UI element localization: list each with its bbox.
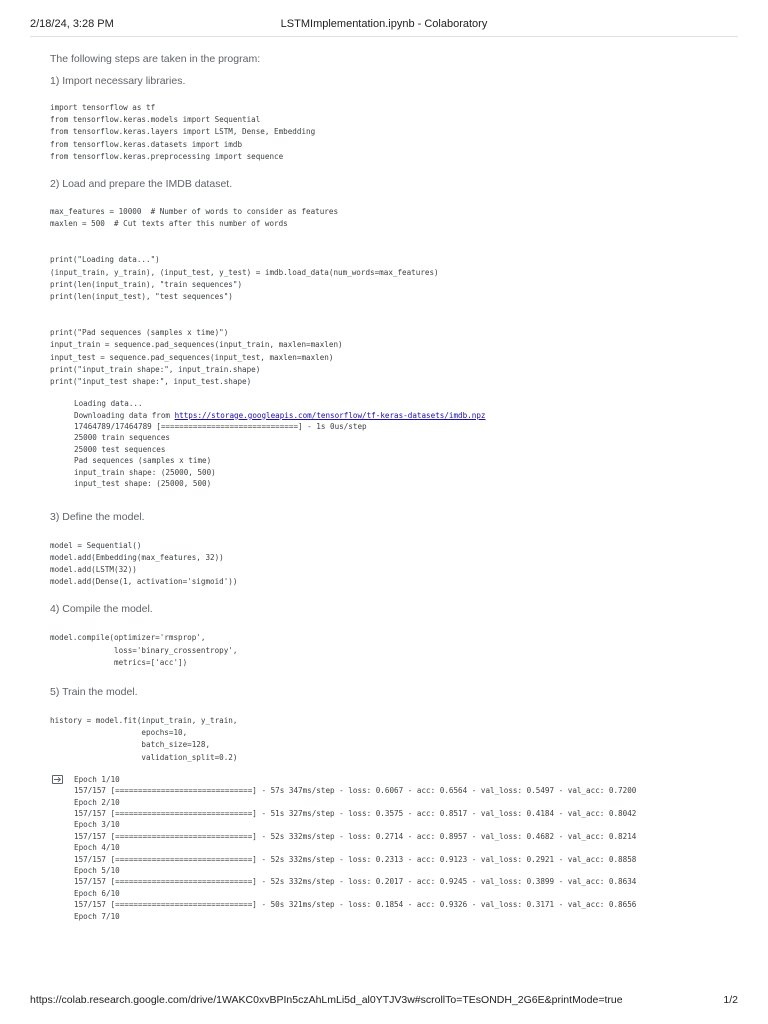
step5-heading: 5) Train the model. bbox=[50, 685, 138, 698]
code-line: history = model.fit(input_train, y_train, bbox=[50, 715, 238, 725]
step4-heading: 4) Compile the model. bbox=[50, 603, 153, 616]
output-line: Epoch 4/10 bbox=[74, 843, 120, 853]
code-line: input_test = sequence.pad_sequences(input_test, maxlen=maxlen) bbox=[50, 352, 334, 362]
compile-code-cell[interactable] bbox=[50, 632, 738, 669]
output-line: input_test shape: (25000, 500) bbox=[74, 479, 212, 489]
notebook-content bbox=[50, 52, 738, 922]
output-line: input_train shape: (25000, 500) bbox=[74, 467, 216, 477]
output-line: 157/157 [==============================] - 51s 327ms/step - loss: 0.3575 - acc: 0.8517 - val_loss: 0.4184 - val_acc: 0.8042 bbox=[74, 808, 637, 818]
output-line: Epoch 3/10 bbox=[74, 820, 120, 830]
header-divider bbox=[30, 36, 738, 37]
code-line: maxlen = 500 # Cut texts after this number of words bbox=[50, 219, 288, 229]
code-line: max_features = 10000 # Number of words to consider as features bbox=[50, 207, 339, 217]
fit-code-cell[interactable] bbox=[50, 715, 738, 764]
output-line: Epoch 5/10 bbox=[74, 865, 120, 875]
output-line: Loading data... bbox=[74, 399, 143, 409]
output-line bbox=[74, 410, 738, 421]
output-line: Pad sequences (samples x time) bbox=[74, 456, 212, 466]
training-output bbox=[74, 774, 738, 922]
code-line: loss='binary_crossentropy', bbox=[50, 645, 238, 655]
params-code-cell[interactable] bbox=[50, 206, 738, 230]
notebook-title: LSTMImplementation.ipynb - Colaboratory bbox=[280, 18, 488, 30]
code-line: model.compile(optimizer='rmsprop', bbox=[50, 633, 206, 643]
dataset-output bbox=[74, 398, 738, 489]
pad-code-cell[interactable] bbox=[50, 327, 738, 388]
code-line: input_train = sequence.pad_sequences(input_train, maxlen=maxlen) bbox=[50, 340, 343, 350]
code-line: print("Loading data...") bbox=[50, 255, 160, 265]
output-line: Epoch 2/10 bbox=[74, 797, 120, 807]
output-line: 17464789/17464789 [==============================] - 1s 0us/step bbox=[74, 422, 367, 432]
code-line: batch_size=128, bbox=[50, 740, 211, 750]
output-line: 25000 test sequences bbox=[74, 444, 166, 454]
code-line: import tensorflow as tf bbox=[50, 103, 156, 112]
output-line: 157/157 [==============================] - 52s 332ms/step - loss: 0.2714 - acc: 0.8957 - val_loss: 0.4682 - val_acc: 0.8214 bbox=[74, 831, 637, 841]
code-line: from tensorflow.keras.layers import LSTM, Dense, Embedding bbox=[50, 127, 316, 137]
code-line: model.add(LSTM(32)) bbox=[50, 564, 137, 574]
model-code-cell[interactable] bbox=[50, 540, 738, 589]
output-toggle-icon[interactable] bbox=[52, 775, 63, 784]
code-line: from tensorflow.keras.preprocessing import sequence bbox=[50, 151, 284, 161]
output-line: Epoch 1/10 bbox=[74, 774, 120, 784]
output-text: Downloading data from bbox=[74, 410, 175, 420]
step2-heading: 2) Load and prepare the IMDB dataset. bbox=[50, 178, 233, 191]
code-line: print(len(input_train), "train sequences") bbox=[50, 279, 243, 289]
code-line: print("input_test shape:", input_test.shape) bbox=[50, 377, 252, 387]
dataset-download-link[interactable]: https://storage.googleapis.com/tensorflow/tf-keras-datasets/imdb.npz bbox=[174, 410, 486, 420]
import-code-cell[interactable] bbox=[50, 102, 738, 163]
intro-text: The following steps are taken in the program: bbox=[50, 53, 261, 65]
output-line: 157/157 [==============================] - 50s 321ms/step - loss: 0.1854 - acc: 0.9326 - val_loss: 0.3171 - val_acc: 0.8656 bbox=[74, 900, 637, 910]
code-line: validation_split=0.2) bbox=[50, 752, 238, 762]
print-header bbox=[30, 18, 738, 32]
code-line: print("input_train shape:", input_train.shape) bbox=[50, 364, 261, 374]
output-line: 157/157 [==============================] - 52s 332ms/step - loss: 0.2313 - acc: 0.9123 - val_loss: 0.2921 - val_acc: 0.8858 bbox=[74, 854, 637, 864]
code-line: epochs=10, bbox=[50, 728, 188, 738]
output-line: 25000 train sequences bbox=[74, 433, 171, 443]
code-line: metrics=['acc']) bbox=[50, 657, 188, 667]
page-number: 1/2 bbox=[723, 994, 738, 1006]
page-url: https://colab.research.google.com/drive/1WAKC0xvBPIn5czAhLmLi5d_al0YTJV3w#scrollTo=TEsONDH_2G6E&printMode=true bbox=[30, 994, 623, 1006]
code-line: model.add(Dense(1, activation='sigmoid')) bbox=[50, 577, 238, 587]
code-line: model.add(Embedding(max_features, 32)) bbox=[50, 552, 224, 562]
output-line: Epoch 6/10 bbox=[74, 888, 120, 898]
code-line: from tensorflow.keras.models import Sequential bbox=[50, 115, 261, 125]
step1-heading: 1) Import necessary libraries. bbox=[50, 75, 186, 87]
code-line: print(len(input_test), "test sequences") bbox=[50, 292, 233, 302]
output-line: Epoch 7/10 bbox=[74, 911, 120, 921]
output-line: 157/157 [==============================] - 57s 347ms/step - loss: 0.6067 - acc: 0.6564 - val_loss: 0.5497 - val_acc: 0.7200 bbox=[74, 786, 637, 796]
output-line: 157/157 [==============================] - 52s 332ms/step - loss: 0.2017 - acc: 0.9245 - val_loss: 0.3899 - val_acc: 0.8634 bbox=[74, 877, 637, 887]
code-line: from tensorflow.keras.datasets import imdb bbox=[50, 139, 243, 149]
code-line: print("Pad sequences (samples x time)") bbox=[50, 328, 229, 338]
code-line: (input_train, y_train), (input_test, y_test) = imdb.load_data(num_words=max_features) bbox=[50, 267, 439, 277]
code-line: model = Sequential() bbox=[50, 540, 142, 550]
print-date: 2/18/24, 3:28 PM bbox=[30, 18, 114, 30]
step3-heading: 3) Define the model. bbox=[50, 510, 145, 523]
load-code-cell[interactable] bbox=[50, 254, 738, 303]
